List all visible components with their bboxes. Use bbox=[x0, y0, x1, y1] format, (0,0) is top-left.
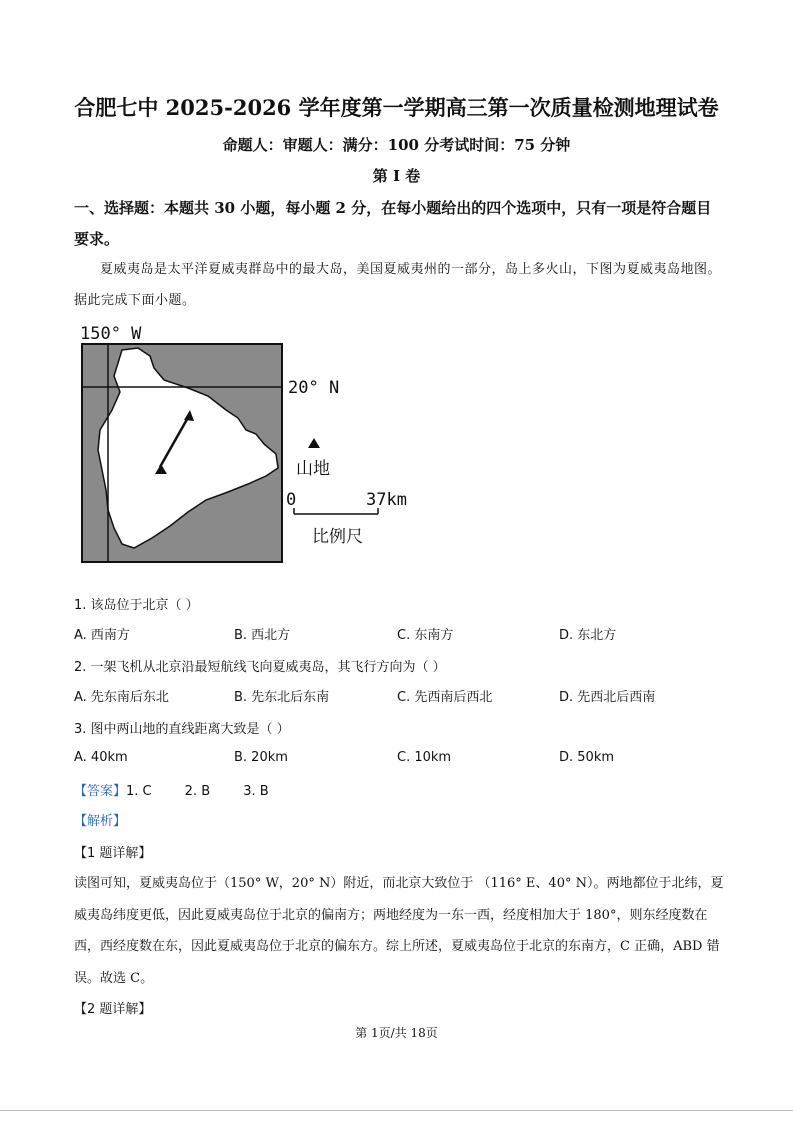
latitude-label: 20° N bbox=[288, 378, 340, 398]
section-heading: 一、选择题：本题共 30 小题，每小题 2 分，在每小题给出的四个选项中，只有一项是符合题目要求。 bbox=[74, 199, 712, 248]
answer-label: 【答案】 bbox=[74, 784, 127, 799]
question-1-option-c: C. 东南方 bbox=[397, 628, 454, 643]
question-1-option-b: B. 西北方 bbox=[234, 628, 291, 643]
answer-line bbox=[74, 780, 269, 799]
page-title: 合肥七中 2025-2026 学年度第一学期高三第一次质量检测地理试卷 bbox=[74, 95, 719, 120]
question-2-stem: 2. 一架飞机从北京沿最短航线飞向夏威夷岛，其飞行方向为（ ） bbox=[74, 660, 446, 675]
question-2-option-b: B. 先东北后东南 bbox=[234, 690, 330, 705]
question-3-option-a: A. 40km bbox=[74, 750, 128, 765]
question-3-stem: 3. 图中两山地的直线距离大致是（ ） bbox=[74, 722, 290, 737]
page-footer: 第 1页/共 18页 bbox=[355, 1026, 438, 1040]
question-3-option-d: D. 50km bbox=[559, 750, 615, 765]
scale-max: 37km bbox=[366, 490, 407, 510]
detail-2-heading: 【2 题详解】 bbox=[74, 1002, 152, 1017]
legend-label: 山地 bbox=[296, 459, 330, 479]
question-1-option-d: D. 东北方 bbox=[559, 628, 617, 643]
question-2-option-d: D. 先西北后西南 bbox=[559, 690, 656, 705]
volume-label: 第 I 卷 bbox=[372, 167, 421, 185]
question-2-option-a: A. 先东南后东北 bbox=[74, 690, 169, 705]
hawaii-map bbox=[78, 322, 418, 566]
detail-1-text: 读图可知，夏威夷岛位于（150° W，20° N）附近，而北京大致位于 （116° E、40° N）。两地都位于北纬，夏威夷岛纬度更低，因此夏威夷岛位于北京的偏南方；两地经度为一东一西，经度相加大于 180°，则东经度数在西，西经度数在东，因此夏威夷岛位于北京的偏东方。综上所述，夏威夷岛位于北京的东南方，C 正确，ABD 错误。故选 C。 bbox=[74, 876, 724, 986]
analysis-label: 【解析】 bbox=[74, 814, 127, 829]
passage-text: 夏威夷岛是太平洋夏威夷群岛中的最大岛，美国夏威夷州的一部分，岛上多火山，下图为夏威夷岛地图。据此完成下面小题。 bbox=[74, 262, 722, 308]
question-2-option-c: C. 先西南后西北 bbox=[397, 690, 493, 705]
question-1-option-a: A. 西南方 bbox=[74, 628, 130, 643]
question-1-stem: 1. 该岛位于北京（ ） bbox=[74, 598, 199, 613]
detail-1-heading: 【1 题详解】 bbox=[74, 846, 152, 861]
bottom-divider bbox=[0, 1110, 793, 1111]
hawaii-map-figure bbox=[78, 322, 418, 566]
question-3-option-c: C. 10km bbox=[397, 750, 452, 765]
question-3-option-b: B. 20km bbox=[234, 750, 288, 765]
scale-zero: 0 bbox=[286, 490, 297, 510]
legend-mountain-icon bbox=[308, 438, 320, 448]
exam-meta: 命题人：审题人：满分：100 分考试时间：75 分钟 bbox=[222, 136, 571, 154]
longitude-label: 150° W bbox=[80, 324, 142, 344]
scale-caption: 比例尺 bbox=[312, 527, 363, 547]
answer-values: 1. C 2. B 3. B bbox=[126, 784, 269, 799]
